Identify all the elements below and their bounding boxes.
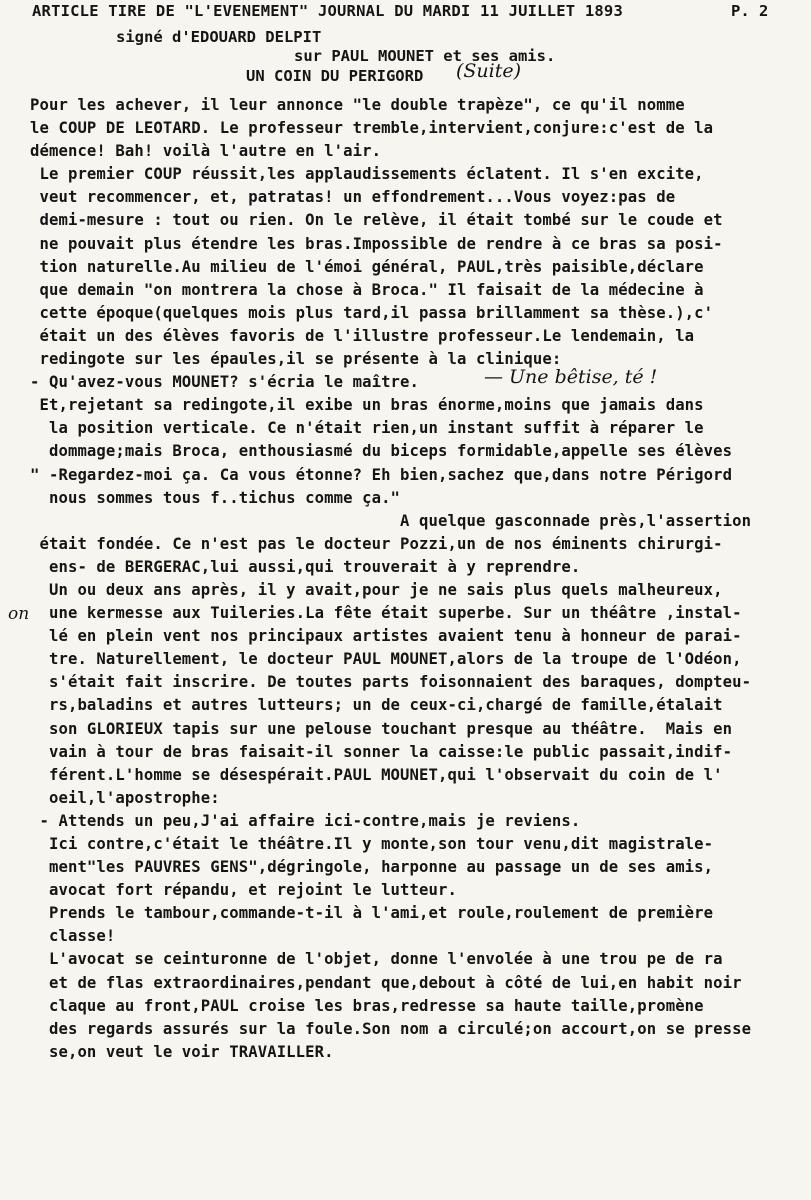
section-title: UN COIN DU PERIGORD: [246, 67, 424, 85]
body-line: classe!: [30, 927, 116, 946]
body-line: - Attends un peu,J'ai affaire ici-contre,mais je reviens.: [30, 811, 581, 830]
body-line: Et,rejetant sa redingote,il exibe un bras énorme,moins que jamais dans: [30, 396, 704, 415]
body-line: cette époque(quelques mois plus tard,il passa brillamment sa thèse.),c': [30, 303, 714, 322]
body-line: et de flas extraordinaires,pendant que,debout à côté de lui,en habit noir: [30, 973, 742, 992]
body-line: tion naturelle.Au milieu de l'émoi général, PAUL,très paisible,déclare: [30, 257, 704, 276]
handwritten-annotation-on: on: [8, 604, 30, 624]
body-line: vain à tour de bras faisait-il sonner la caisse:le public passait,indif-: [30, 742, 733, 761]
body-line: Ici contre,c'était le théâtre.Il y monte,son tour venu,dit magistrale-: [30, 835, 714, 853]
body-line: ens- de BERGERAC,lui aussi,qui trouverait à y reprendre.: [30, 557, 581, 576]
body-line: A quelque gasconnade près,l'assertion: [30, 511, 752, 530]
author-signature: signé d'EDOUARD DELPIT: [116, 28, 322, 46]
body-line: redingote sur les épaules,il se présente à la clinique:: [30, 350, 562, 369]
body-line: oeil,l'apostrophe:: [30, 788, 220, 807]
article-subject: sur PAUL MOUNET et ses amis.: [294, 47, 556, 65]
body-line: dommage;mais Broca, enthousiasmé du biceps formidable,appelle ses élèves: [30, 442, 733, 461]
body-line: tre. Naturellement, le docteur PAUL MOUNET,alors de la troupe de l'Odéon,: [30, 650, 742, 669]
body-line: s'était fait inscrire. De toutes parts foisonnaient des baraques, dompteu-: [30, 673, 752, 692]
body-line: férent.L'homme se désespérait.PAUL MOUNET,qui l'observait du coin de l': [30, 765, 723, 784]
body-line: lé en plein vent nos principaux artistes avaient tenu à honneur de parai-: [30, 627, 742, 646]
body-line: ment"les PAUVRES GENS",dégringole, harponne au passage un de ses amis,: [30, 858, 714, 877]
handwritten-annotation-betise: — Une bêtise, té !: [484, 366, 658, 388]
body-line: une kermesse aux Tuileries.La fête était superbe. Sur un théâtre ,instal-: [30, 604, 742, 623]
body-line: L'avocat se ceinturonne de l'objet, donne l'envolée à une trou pe de ra: [30, 950, 723, 969]
body-line: son GLORIEUX tapis sur une pelouse touchant presque au théâtre. Mais en: [30, 719, 733, 738]
body-line: claque au front,PAUL croise les bras,redresse sa haute taille,promène: [30, 996, 704, 1015]
body-line: démence! Bah! voilà l'autre en l'air.: [30, 142, 382, 161]
body-line: était un des élèves favoris de l'illustre professeur.Le lendemain, la: [30, 326, 695, 345]
body-line: ne pouvait plus étendre les bras.Impossible de rendre à ce bras sa posi-: [30, 234, 723, 253]
body-line: nous sommes tous f..tichus comme ça.": [30, 488, 401, 507]
body-line: Prends le tambour,commande-t-il à l'ami,et roule,roulement de première: [30, 904, 714, 923]
body-line: Le premier COUP réussit,les applaudissements éclatent. Il s'en excite,: [30, 165, 704, 184]
body-line: " -Regardez-moi ça. Ca vous étonne? Eh bien,sachez que,dans notre Périgord: [30, 465, 733, 484]
article-header: ARTICLE TIRE DE "L'EVENEMENT" JOURNAL DU MARDI 11 JUILLET 1893: [32, 2, 623, 20]
body-line: des regards assurés sur la foule.Son nom a circulé;on accourt,on se presse: [30, 1019, 752, 1038]
body-line: avocat fort répandu, et rejoint le lutteur.: [30, 881, 457, 900]
body-line: que demain "on montrera la chose à Broca." Il faisait de la médecine à: [30, 280, 704, 299]
body-line: la position verticale. Ce n'était rien,un instant suffit à réparer le: [30, 419, 704, 438]
body-line: - Qu'avez-vous MOUNET? s'écria le maître.: [30, 373, 420, 392]
body-line: se,on veut le voir TRAVAILLER.: [30, 1042, 334, 1061]
body-line: était fondée. Ce n'est pas le docteur Pozzi,un de nos éminents chirurgi-: [30, 534, 723, 553]
page-number: P. 2: [731, 2, 769, 20]
body-line: le COUP DE LEOTARD. Le professeur tremble,intervient,conjure:c'est de la: [30, 119, 714, 138]
body-line: demi-mesure : tout ou rien. On le relève, il était tombé sur le coude et: [30, 211, 723, 230]
body-line: veut recommencer, et, patratas! un effondrement...Vous voyez:pas de: [30, 188, 676, 207]
handwritten-suite-note: (Suite): [456, 60, 522, 82]
body-line: Pour les achever, il leur annonce "le double trapèze", ce qu'il nomme: [30, 96, 685, 114]
article-body: [30, 94, 811, 1064]
body-line: rs,baladins et autres lutteurs; un de ceux-ci,chargé de famille,étalait: [30, 696, 723, 715]
body-line: Un ou deux ans après, il y avait,pour je ne sais plus quels malheureux,: [30, 580, 723, 599]
